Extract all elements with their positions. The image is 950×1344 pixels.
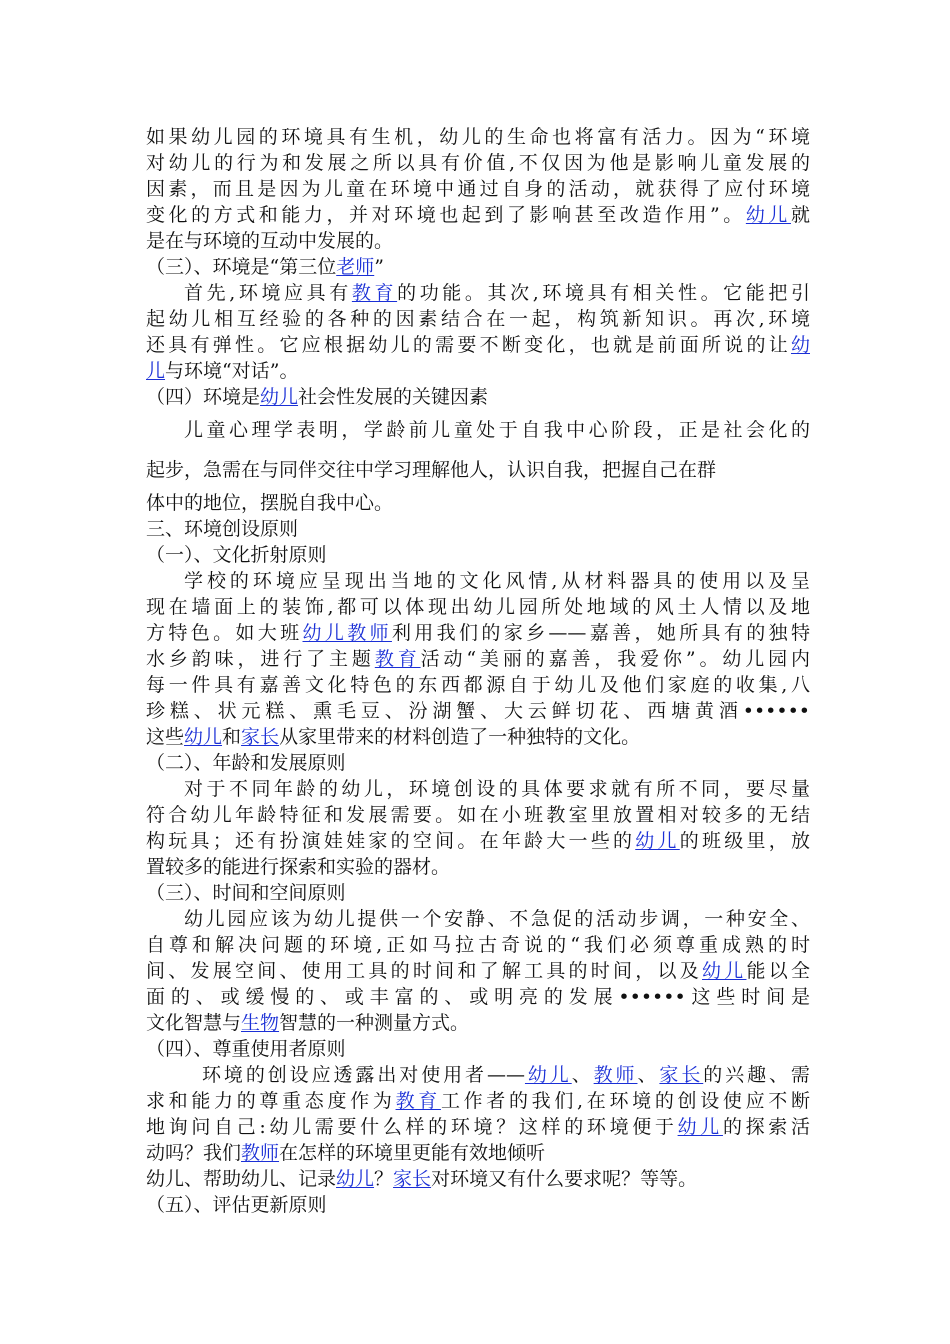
text-line — [146, 620, 810, 646]
text-span: 对幼儿的行为和发展之所以具有价值,不仅因为他是影响儿童发展的 — [146, 152, 810, 174]
inline-link[interactable]: 幼儿 — [524, 1064, 572, 1086]
text-span: 儿童心理学表明，学龄前儿童处于自我中心阶段，正是社会化的 — [184, 419, 810, 441]
text-line — [146, 490, 810, 516]
text-span: 构玩具；还有扮演娃娃家的空间。在年龄大一些的 — [146, 830, 636, 852]
text-line — [146, 750, 810, 776]
text-span: 、 — [637, 1064, 660, 1086]
text-span: 地询问自己:幼儿需要什么样的环境？这样的环境便于 — [146, 1116, 678, 1138]
text-span: 从家里带来的材料创造了一种独特的文化。 — [279, 726, 641, 748]
inline-link[interactable]: 幼儿 — [260, 386, 299, 408]
inline-link[interactable]: 教师 — [593, 1064, 638, 1086]
inline-link[interactable]: 教育 — [395, 1090, 441, 1112]
text-line — [146, 1062, 810, 1088]
inline-link[interactable]: 幼 — [790, 334, 810, 356]
text-line — [146, 332, 810, 358]
text-span: 利用我们的家乡——嘉善，她所具有的独特 — [391, 622, 810, 644]
text-line — [146, 1010, 810, 1036]
text-span: （五）、评估更新原则 — [146, 1194, 327, 1216]
text-span: （一）、文化折射原则 — [146, 544, 327, 566]
text-span: 是在与环境的互动中发展的。 — [146, 230, 394, 252]
text-span: 三、环境创设原则 — [146, 518, 299, 540]
text-line — [146, 124, 810, 150]
text-span: 智慧的一种测量方式。 — [279, 1012, 470, 1034]
text-span: （二）、年龄和发展原则 — [146, 752, 346, 774]
inline-link[interactable]: 生物 — [241, 1012, 280, 1034]
inline-link[interactable]: 家长 — [393, 1168, 432, 1190]
text-line — [146, 672, 810, 698]
inline-link[interactable]: 家长 — [241, 726, 280, 748]
text-span: 水乡韵味，进行了主题 — [146, 648, 375, 670]
inline-link[interactable]: 教育 — [351, 282, 398, 304]
text-line — [146, 254, 810, 280]
text-span: 起幼儿相互经验的各种的因素结合在一起，构筑新知识。再次,环境 — [146, 308, 810, 330]
inline-link[interactable]: 儿 — [146, 360, 166, 382]
text-span: 如果幼儿园的环境具有生机，幼儿的生命也将富有活力。因为“环境 — [146, 126, 810, 148]
text-line — [146, 776, 810, 802]
text-line — [146, 802, 810, 828]
text-span: 间、发展空间、使用工具的时间和了解工具的时间，以及 — [146, 960, 702, 982]
text-span: 对环境又有什么要求呢？等等。 — [431, 1168, 698, 1190]
text-line — [146, 280, 810, 306]
inline-link[interactable]: 幼儿 — [635, 830, 680, 852]
text-line — [146, 880, 810, 906]
text-span: 的探索活 — [722, 1116, 810, 1138]
text-line — [146, 646, 810, 672]
inline-link[interactable]: 老师 — [336, 256, 375, 278]
text-line — [146, 176, 810, 202]
text-line — [146, 984, 810, 1010]
text-line — [146, 724, 810, 750]
text-line — [146, 1192, 810, 1218]
text-line — [146, 516, 810, 542]
text-line — [146, 906, 810, 932]
text-span: 现在墙面上的装饰,都可以体现出幼儿园所处地域的风土人情以及地 — [146, 596, 810, 618]
text-span: 工作者的我们,在环境的创设使应不断 — [440, 1090, 810, 1112]
text-span: 的功能。其次,环境具有相关性。它能把引 — [397, 282, 810, 304]
inline-link[interactable]: 幼儿教师 — [302, 622, 392, 644]
text-span: 能以全 — [746, 960, 810, 982]
text-span: 自尊和解决问题的环境,正如马拉古奇说的“我们必须尊重成熟的时 — [146, 934, 810, 956]
text-span: 就 — [790, 204, 810, 226]
inline-link[interactable]: 幼儿 — [702, 960, 747, 982]
text-line — [146, 450, 810, 490]
text-line — [146, 1036, 810, 1062]
text-span: 与环境“对话”。 — [165, 360, 299, 382]
text-line — [146, 594, 810, 620]
text-span: （三）、环境是“第三位 — [146, 256, 337, 278]
text-line — [146, 1166, 810, 1192]
text-span: 的兴趣、需 — [703, 1064, 810, 1086]
text-span: （四）环境是 — [146, 386, 261, 408]
text-span: （三）、时间和空间原则 — [146, 882, 346, 904]
inline-link[interactable]: 幼儿 — [336, 1168, 375, 1190]
text-line — [146, 306, 810, 332]
text-span: ？ — [374, 1168, 394, 1190]
inline-link[interactable]: 教师 — [241, 1142, 280, 1164]
text-span: 在怎样的环境里更能有效地倾听 — [279, 1142, 546, 1164]
text-line — [146, 228, 810, 254]
text-line — [146, 1088, 810, 1114]
text-span: 活动“美丽的嘉善，我爱你”。幼儿园内 — [420, 648, 810, 670]
inline-link[interactable]: 幼儿 — [184, 726, 223, 748]
text-span: 方特色。如大班 — [146, 622, 303, 644]
text-span: 因素，而且是因为儿童在环境中通过自身的活动，就获得了应付环境 — [146, 178, 810, 200]
text-span: 幼儿、帮助幼儿、记录 — [146, 1168, 337, 1190]
document-body — [146, 124, 810, 1218]
text-line — [146, 542, 810, 568]
text-span: 置较多的能进行探索和实验的器材。 — [146, 856, 451, 878]
text-span: 文化智慧与 — [146, 1012, 242, 1034]
text-span: 学校的环境应呈现出当地的文化风情,从材料器具的使用以及呈 — [184, 570, 810, 592]
text-line — [146, 150, 810, 176]
text-line — [146, 932, 810, 958]
inline-link[interactable]: 家长 — [659, 1064, 704, 1086]
text-line — [146, 1140, 810, 1166]
text-span: 体中的地位，摆脱自我中心。 — [146, 492, 394, 514]
text-span: 起步，急需在与同伴交往中学习理解他人，认识自我，把握自己在群 — [146, 459, 717, 481]
text-span: 环境的创设应透露出对使用者—— — [202, 1064, 525, 1086]
text-line — [146, 410, 810, 450]
text-span: 动吗？我们 — [146, 1142, 242, 1164]
text-span: ” — [374, 256, 384, 278]
text-span: 符合幼儿年龄特征和发展需要。如在小班教室里放置相对较多的无结 — [146, 804, 810, 826]
text-span: 幼儿园应该为幼儿提供一个安静、不急促的活动步调，一种安全、 — [184, 908, 810, 930]
text-span: 对于不同年龄的幼儿，环境创设的具体要求就有所不同，要尽量 — [184, 778, 810, 800]
text-span: 社会性发展的关键因素 — [298, 386, 489, 408]
text-span: 求和能力的尊重态度作为 — [146, 1090, 396, 1112]
text-span: 首先,环境应具有 — [184, 282, 352, 304]
text-span: （四）、尊重使用者原则 — [146, 1038, 346, 1060]
text-span: 这些 — [146, 726, 185, 748]
inline-link[interactable]: 教育 — [374, 648, 421, 670]
inline-link[interactable]: 幼儿 — [745, 204, 791, 226]
text-line — [146, 358, 810, 384]
text-span: 变化的方式和能力，并对环境也起到了影响甚至改造作用”。 — [146, 204, 746, 226]
text-span: 还具有弹性。它应根据幼儿的需要不断变化，也就是前面所说的让 — [146, 334, 791, 356]
text-line — [146, 854, 810, 880]
text-span: 的班级里，放 — [679, 830, 810, 852]
text-span: 面的、或缓慢的、或丰富的、或明亮的发展••••••这些时间是 — [146, 986, 810, 1008]
inline-link[interactable]: 幼儿 — [677, 1116, 723, 1138]
text-line — [146, 384, 810, 410]
text-line — [146, 958, 810, 984]
text-line — [146, 828, 810, 854]
text-span: 每一件具有嘉善文化特色的东西都源自于幼儿及他们家庭的收集,八 — [146, 674, 810, 696]
text-line — [146, 698, 810, 724]
text-span: 和 — [222, 726, 242, 748]
text-span: 、 — [571, 1064, 594, 1086]
text-line — [146, 1114, 810, 1140]
text-span: 珍糕、状元糕、熏毛豆、汾湖蟹、大云鲜切花、西塘黄酒•••••• — [146, 700, 810, 722]
text-line — [146, 568, 810, 594]
text-line — [146, 202, 810, 228]
